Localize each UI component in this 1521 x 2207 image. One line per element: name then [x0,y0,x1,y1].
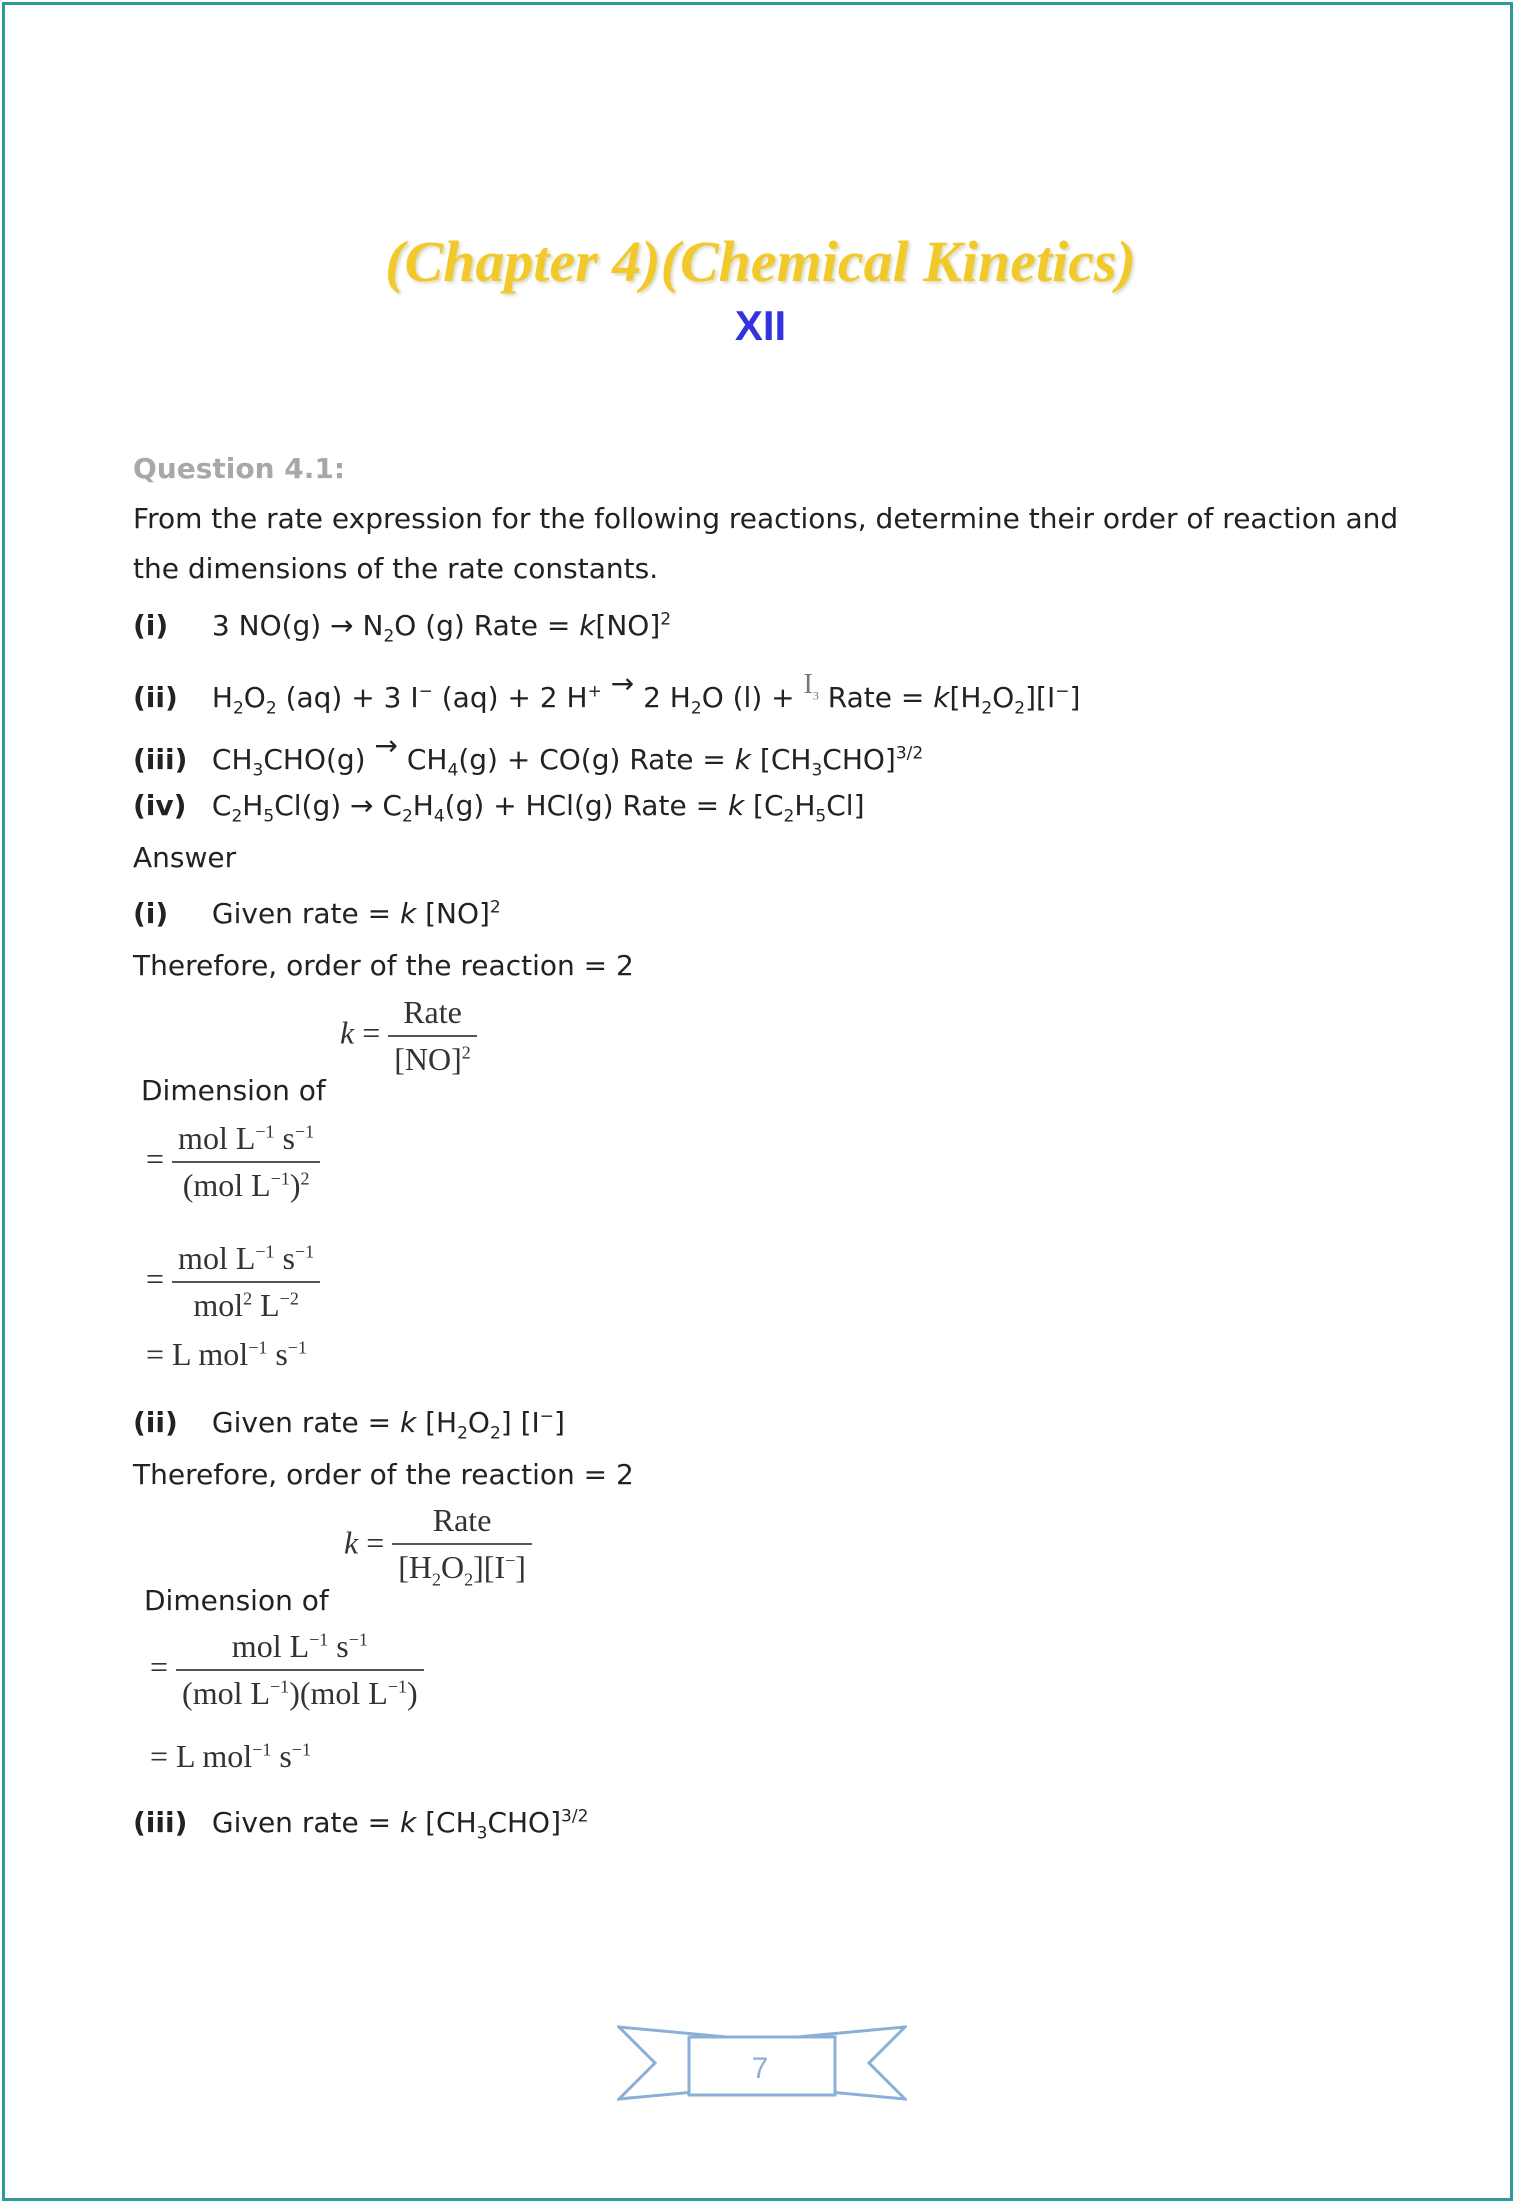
answer-ii-given: (ii) Given rate = k $[H_2O_2]$ [I−] [133,1406,565,1444]
answer-i-order: Therefore, order of the reaction = 2 [133,949,634,982]
reaction-ii: (ii) $H_2O_2$ (aq) + 3 I− (aq) + 2 H+ → 2 $H_2O$ $(l) + I_3$ Rate = $k[H_2O_2][I^-]$ [133,667,1081,719]
question-prompt-line2: the dimensions of the rate constants. [133,552,659,585]
answer-text: Given rate = [211,1806,400,1839]
reaction-text: H [794,789,816,822]
item-label: (ii) [133,681,178,714]
answer-text: Given rate = [211,1406,400,1439]
k-formula-ii: k = $\frac{\text{Rate}}{[H_2O_2][I^-]}$ [344,1502,532,1590]
triiodide-symbol: $I_3$ [803,669,819,703]
reaction-text: Cl] [826,789,865,822]
answer-i-given: (i) Given rate = k [NO]$^2$ [133,897,501,930]
dimension-result-ii: = L mol$^{-1}$ $s^{-1}$ [150,1738,311,1774]
answer-text: O [467,1406,490,1439]
reaction-text: CHO(g) [263,743,375,776]
reaction-i: (i) 3 $NO(g) \to N_2O$ (g) Rate = k[NO]$^2$ [133,609,672,647]
reaction-text: C [211,789,232,822]
answer-ii-order: Therefore, order of the reaction = 2 [133,1458,634,1491]
reaction-text: (aq) + 2 H [432,681,588,714]
item-label: (i) [133,609,169,642]
reaction-text: (aq) + 3 I [276,681,419,714]
answer-text: [NO] [416,897,490,930]
answer-text: [CH [416,1806,477,1839]
reaction-text: (g) + CO(g) Rate = [458,743,735,776]
item-label: (ii) [133,1406,178,1439]
reaction-text: CH [397,743,448,776]
item-label: (iv) [133,789,187,822]
reaction-text: H [242,789,264,822]
answer-text: CHO] [487,1806,562,1839]
reaction-text: Cl(g) → C [274,789,402,822]
arrow-icon: → [374,729,398,762]
reaction-text: H [412,789,434,822]
reaction-text: 3 NO(g) → N [211,609,384,642]
arrow-icon: → [610,667,635,700]
dimension-label-i: Dimension of [141,1074,326,1107]
reaction-text: O [243,681,266,714]
answer-heading: Answer [133,841,237,874]
item-label: (i) [133,897,169,930]
reaction-text: O [992,681,1015,714]
dimension-step-2: = $\frac{mol L^{-1} s^{-1}}{mol^2 L^{-2}}$ [146,1240,320,1324]
page-number: 7 [751,2052,769,2085]
reaction-text: Rate = [818,681,934,714]
reaction-iv: (iv) $C_2H_5Cl(g) \to C_2H_4(g) + HCl(g)$ Rate = k $[C_2H_5Cl]$ [133,789,865,827]
class-label: XII [734,302,787,349]
answer-text: Given rate = [211,897,400,930]
answer-text: ] [554,1406,565,1439]
reaction-text: ] [1069,681,1081,714]
dimension-step-3: = $\frac{mol L^{-1} s^{-1}}{(mol L^{-1})(mol L^{-1})}$ [150,1628,424,1712]
reaction-text: ][I [1025,681,1056,714]
answer-text: [H [416,1406,458,1439]
reaction-text: CH [211,743,253,776]
answer-iii-given: (iii) Given rate = k $[CH_3CHO]^{3/2}$ [133,1806,589,1844]
reaction-text: [NO] [595,609,661,642]
reaction-iii: (iii) $CH_3CHO(g) \to CH_4(g) + CO(g)$ Rate = k $[CH_3CHO]^{3/2}$ [133,729,924,781]
item-label: (iii) [133,743,188,776]
dimension-label-ii: Dimension of [144,1584,329,1617]
reaction-text: CHO] [822,743,896,776]
reaction-text: O (l) + [701,681,804,714]
question-heading: Question 4.1: [133,452,346,485]
dimension-step-1: = $\frac{mol L^{-1} s^{-1}}{(mol L^{-1})^2}$ [146,1120,320,1204]
chapter-title: (Chapter 4)(Chemical Kinetics) [385,229,1136,294]
item-label: (iii) [133,1806,188,1839]
answer-text: ] [I [500,1406,540,1439]
reaction-text: (g) + HCl(g) Rate = [444,789,728,822]
reaction-text: H [211,681,233,714]
reaction-text: [H [949,681,982,714]
reaction-text: 2 H [634,681,691,714]
question-prompt-line1: From the rate expression for the following reactions, determine their order of reaction and [133,502,1399,535]
reaction-text: [C [744,789,784,822]
k-formula-i: k = $\frac{\text{Rate}}{[NO]^2}$ [340,994,477,1078]
dimension-result-i: = L mol$^{-1}$ $s^{-1}$ [146,1336,307,1372]
reaction-text: [CH [751,743,812,776]
reaction-text: O (g) Rate = [394,609,580,642]
